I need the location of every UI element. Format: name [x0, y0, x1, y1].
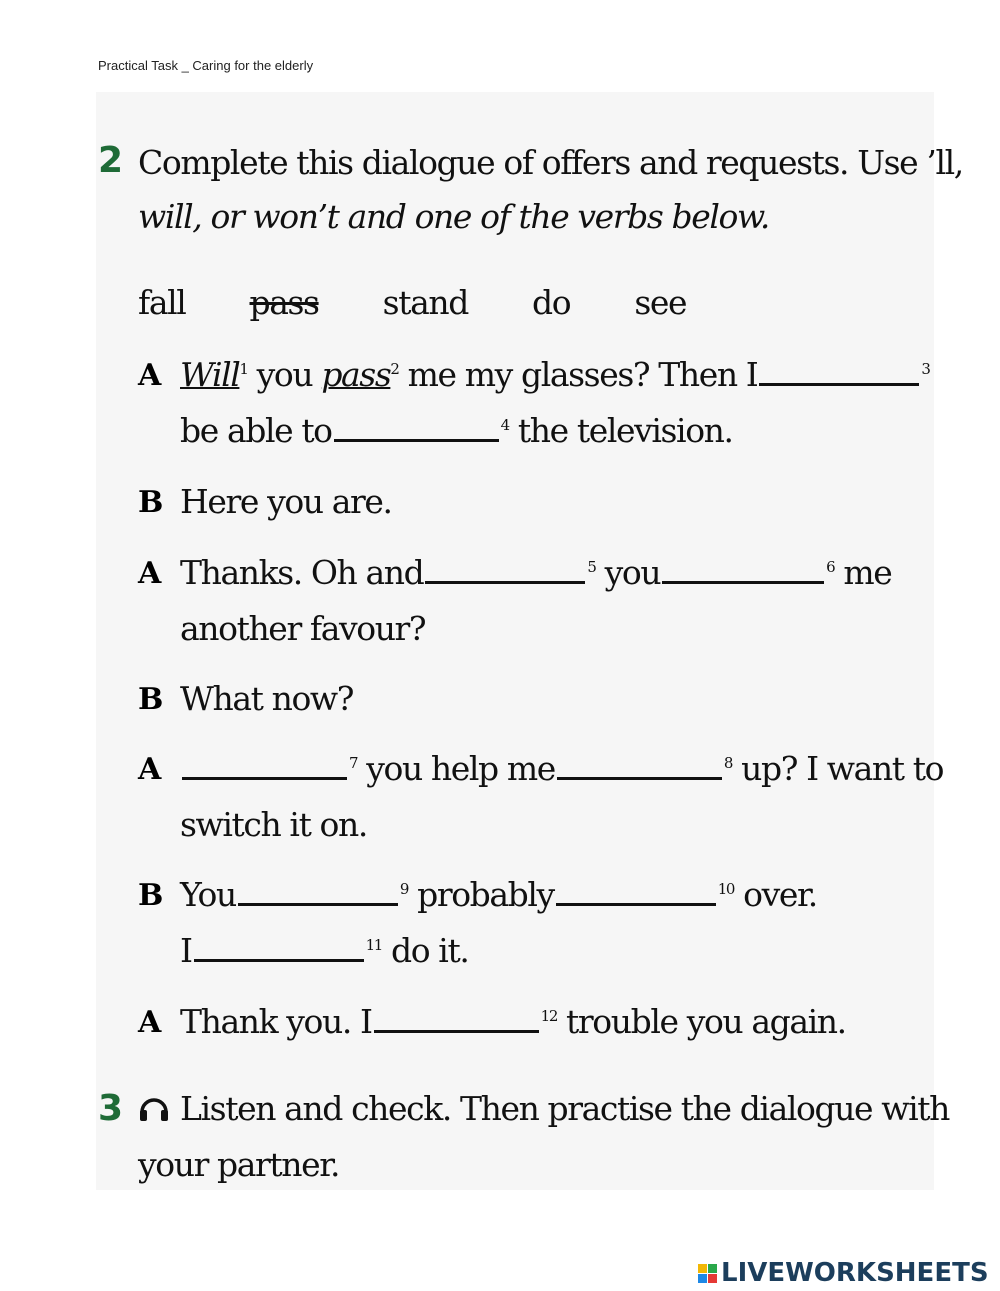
blank-number: 7 — [349, 754, 358, 772]
headphones-icon — [136, 1090, 172, 1126]
dialogue-line-10 — [180, 931, 469, 970]
text: Thanks. Oh and — [180, 553, 424, 592]
answer-blank-7[interactable] — [182, 777, 347, 780]
text: up? I want to — [732, 749, 944, 788]
text: you — [595, 553, 661, 592]
blank-number: 3 — [921, 360, 930, 378]
text: you — [247, 355, 322, 394]
exercise-3-line1: Listen and check. Then practise the dialogue with — [180, 1089, 949, 1128]
text: you help me — [357, 749, 555, 788]
verb-stand: stand — [382, 283, 468, 322]
text: over. — [734, 875, 817, 914]
dialogue-line-8: switch it on. — [180, 805, 367, 844]
verb-list — [138, 283, 687, 322]
blank-number: 11 — [365, 936, 382, 954]
verb-pass: pass — [249, 283, 319, 322]
dialogue-line-4 — [180, 553, 892, 592]
text: probably — [408, 875, 554, 914]
exercise-2-instruction-line2: will, or won’t and one of the verbs below. — [138, 197, 770, 236]
answer-blank-5[interactable] — [425, 581, 585, 584]
text: Thank you. I — [180, 1002, 372, 1041]
exercise-3-line2: your partner. — [138, 1145, 340, 1184]
answer-blank-12[interactable] — [374, 1030, 539, 1033]
logo-text: LIVEWORKSHEETS — [721, 1258, 989, 1288]
text: be able to — [180, 411, 332, 450]
dialogue-line-1 — [180, 355, 930, 394]
dialogue-line-3: Here you are. — [180, 482, 392, 521]
answer-blank-11[interactable] — [194, 959, 364, 962]
dialogue-line-11 — [180, 1002, 846, 1041]
answer-blank-8[interactable] — [557, 777, 722, 780]
answer-example-pass: pass — [321, 355, 391, 394]
speaker-b: B — [138, 485, 164, 520]
text: trouble you again. — [556, 1002, 846, 1041]
page-header: Practical Task _ Caring for the elderly — [98, 58, 314, 73]
blank-number: 4 — [500, 416, 509, 434]
exercise-3-number: 3 — [98, 1088, 124, 1129]
text: I — [180, 931, 192, 970]
dialogue-line-2 — [180, 411, 733, 450]
verb-see: see — [634, 283, 687, 322]
blank-number: 5 — [587, 558, 596, 576]
blank-number: 9 — [399, 880, 408, 898]
blank-number: 10 — [717, 880, 735, 898]
dialogue-line-7 — [180, 749, 944, 788]
text: do it. — [381, 931, 469, 970]
blank-number: 6 — [826, 558, 835, 576]
exercise-2-number: 2 — [98, 140, 124, 181]
verb-do: do — [532, 283, 571, 322]
answer-example-will: Will — [180, 355, 240, 394]
text: me my glasses? Then I — [398, 355, 758, 394]
logo-icon — [698, 1264, 717, 1283]
answer-blank-9[interactable] — [238, 903, 398, 906]
text: the television. — [508, 411, 733, 450]
speaker-a: A — [138, 752, 162, 787]
speaker-a: A — [138, 556, 162, 591]
blank-number: 12 — [540, 1007, 557, 1025]
text: You — [180, 875, 236, 914]
answer-blank-4[interactable] — [334, 439, 499, 442]
blank-number: 1 — [239, 360, 248, 378]
answer-blank-3[interactable] — [759, 383, 919, 386]
speaker-b: B — [138, 682, 164, 717]
speaker-b: B — [138, 878, 164, 913]
blank-number: 8 — [723, 754, 733, 772]
dialogue-line-6: What now? — [180, 679, 354, 718]
text: me — [834, 553, 892, 592]
exercise-2-instruction-line1: Complete this dialogue of offers and requests. Use ’ll, — [138, 143, 963, 182]
answer-blank-10[interactable] — [556, 903, 716, 906]
dialogue-line-9 — [180, 875, 817, 914]
blank-number: 2 — [390, 360, 399, 378]
verb-fall: fall — [138, 283, 186, 322]
liveworksheets-logo — [698, 1258, 989, 1288]
speaker-a: A — [138, 358, 162, 393]
answer-blank-6[interactable] — [662, 581, 824, 584]
dialogue-line-5: another favour? — [180, 609, 426, 648]
speaker-a: A — [138, 1005, 162, 1040]
